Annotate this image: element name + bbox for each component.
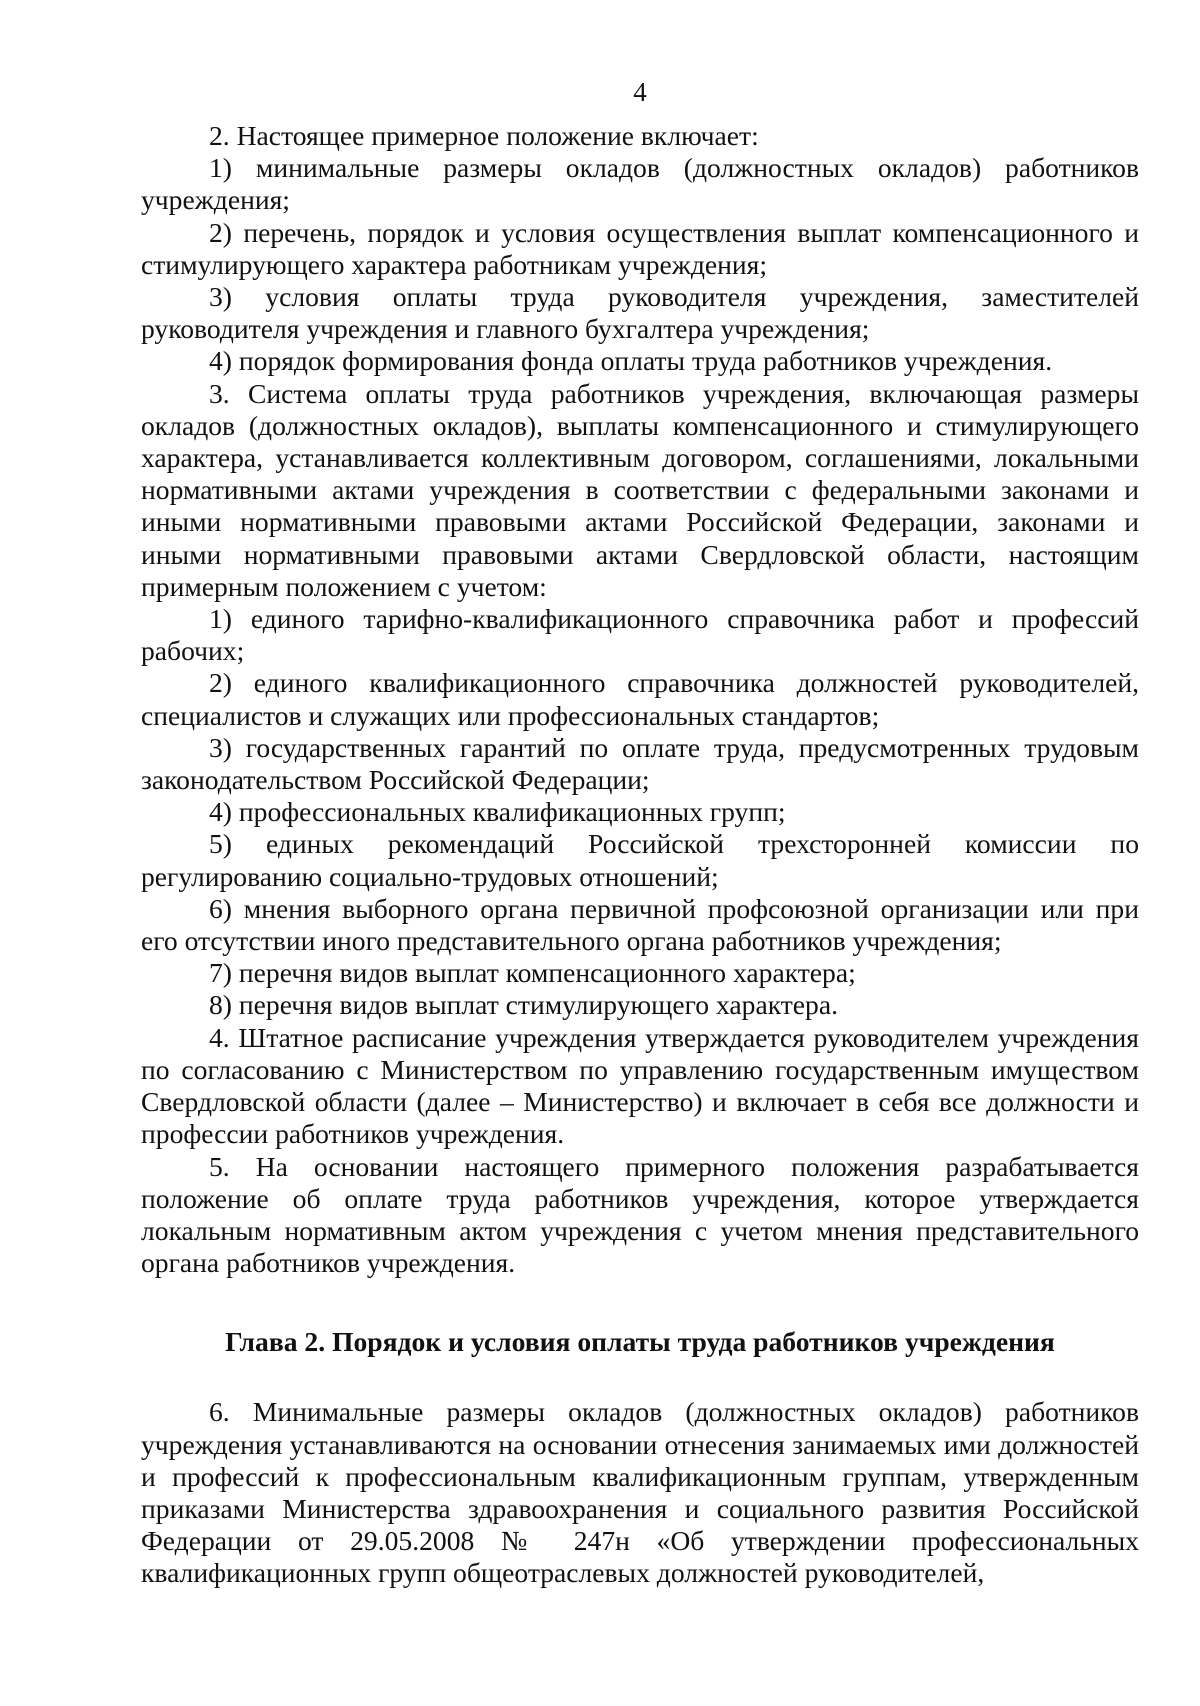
chapter-heading: Глава 2. Порядок и условия оплаты труда работников учреждения [225,1326,1055,1358]
list-item-3-4: 4) профессиональных квалификационных групп; [209,796,786,828]
list-item-3-3: 3) государственных гарантий по оплате труда, предусмотренных трудовым законодательством Российской Федерации; [141,731,1139,796]
paragraph-5: 5. На основании настоящего примерного положения разрабатывается положение об оплате труда работников учреждения, которое утверждается локальным нормативным актом учреждения с учетом мнения представительного органа работников учреждения. [141,1150,1139,1279]
list-item-3-8: 8) перечня видов выплат стимулирующего характера. [209,989,838,1021]
page-number: 4 [633,77,647,107]
list-item-3-6: 6) мнения выборного органа первичной профсоюзной организации или при его отсутствии иного представительного органа работников учреждения; [141,892,1139,957]
paragraph-3: 3. Система оплаты труда работников учреждения, включающая размеры окладов (должностных окладов), выплаты компенсационного и стимулирующего характера, устанавливается коллективным договором, соглашениями, локальными нормативными актами учреждения в соответствии с федеральными законами и иными нормативными правовыми актами Российской Федерации, законами и иными нормативными правовыми актами Свердловской области, настоящим примерным положением с учетом: [141,377,1139,602]
paragraph-4: 4. Штатное расписание учреждения утверждается руководителем учреждения по согласованию с Министерством по управлению государственным имуществом Свердловской области (далее – Министерство) и включает в себя все должности и профессии работников учреждения. [141,1021,1139,1150]
paragraph-6: 6. Минимальные размеры окладов (должностных окладов) работников учреждения устанавливаются на основании отнесения занимаемых ими должностей и профессий к профессиональным квалификационным группам, утвержденным приказами Министерства здравоохранения и социального развития Российской Федерации от 29.05.2008 № 247н «Об утверждении профессиональных квалификационных групп общеотраслевых должностей руководителей, [141,1396,1139,1589]
paragraph-2: 2. Настоящее примерное положение включает: [209,120,759,151]
document-body [141,120,1139,1590]
list-item-3-5: 5) единых рекомендаций Российской трехсторонней комиссии по регулированию социально-трудовых отношений; [141,828,1139,892]
list-item-2-2: 2) перечень, порядок и условия осуществления выплат компенсационного и стимулирующего характера работникам учреждения; [141,216,1139,280]
list-item-2-3: 3) условия оплаты труда руководителя учреждения, заместителей руководителя учреждения и главного бухгалтера учреждения; [141,281,1139,345]
list-item-3-1: 1) единого тарифно-квалификационного справочника работ и профессий рабочих; [141,603,1139,667]
list-item-2-4: 4) порядок формирования фонда оплаты труда работников учреждения. [209,345,1053,377]
list-item-2-1: 1) минимальные размеры окладов (должностных окладов) работников учреждения; [141,152,1139,216]
list-item-3-7: 7) перечня видов выплат компенсационного характера; [209,957,856,989]
list-item-3-2: 2) единого квалификационного справочника должностей руководителей, специалистов и служащих или профессиональных стандартов; [141,667,1139,731]
